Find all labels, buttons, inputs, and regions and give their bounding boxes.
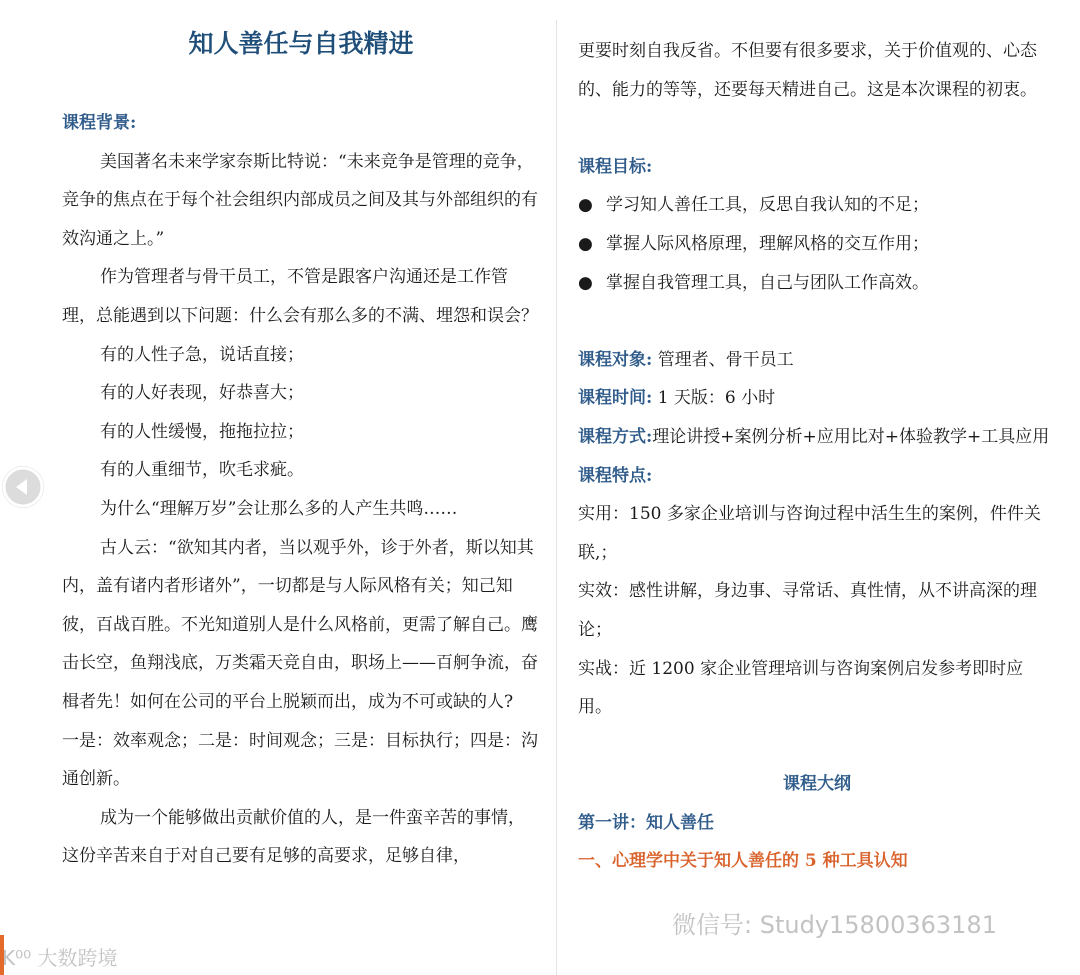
audience-value: 管理者、骨干员工 [657,349,794,370]
continued-paragraph: 更要时刻自我反省。不但要有很多要求，关于价值观的、心态的、能力的等等，还要每天精进自己。这是本次课程的初衷。 [578,41,1037,100]
goal-item [578,264,1056,303]
watermark-left: K⁰⁰ 大数跨境 [2,946,118,970]
paragraph-6: 成为一个能够做出贡献价值的人，是一件蛮辛苦的事情，这份辛苦来自于对自己要有足够的高要求，足够自律， [62,807,525,867]
outline-heading: 课程大纲 [783,774,851,795]
right-column [578,32,1056,881]
paragraph-5: 一是：效率观念；二是：时间观念；三是：目标执行；四是：沟通创新。 [62,730,538,790]
trait-line-4: 有的人重细节，吹毛求疵。 [100,460,304,481]
feature-3: 实战：近 1200 家企业管理培训与咨询案例启发参考即时应用。 [578,658,1024,718]
feature-1: 实用：150 多家企业培训与咨询过程中活生生的案例，件件关联,； [578,504,1041,563]
paragraph-4: 古人云：“欲知其内者，当以观乎外，诊于外者，斯以知其内，盖有诸内者形诸外”，一切都是与人际风格有关；知己知彼，百战百胜。不光知道别人是什么风格前，更需了解自己。鹰击长空，鱼翔浅底，万类霜天竞自由，职场上——百舸争流，奋楫者先！如何在公司的平台上脱颖而出，成为不可或缺的人? [62,537,538,712]
time-value: 1 天版：6 小时 [657,388,776,409]
goal-item [578,186,1056,225]
features-heading: 课程特点: [578,465,653,486]
bullet-icon: ● [578,272,593,293]
document-title: 知人善任与自我精进 [188,29,414,58]
feature-2: 实效：感性讲解，身边事、寻常话、真性情，从不讲高深的理论； [578,581,1037,640]
time-label: 课程时间: [578,388,653,409]
trait-line-2: 有的人好表现，好恭喜大； [100,383,304,404]
goals-heading: 课程目标: [578,156,653,177]
background-heading: 课程背景: [62,113,137,133]
method-value: 理论讲授+案例分析+应用比对+体验教学+工具应用 [652,426,1050,447]
audience-line [578,341,1056,380]
lecture-1-heading: 第一讲：知人善任 [578,812,714,833]
paragraph-3: 为什么“理解万岁”会让那么多的人产生共鸣…… [100,498,458,519]
paragraph-1: 美国著名未来学家奈斯比特说：“未来竞争是管理的竞争，竞争的焦点在于每个社会组织内部成员之间及其与外部组织的有效沟通之上。” [62,151,538,249]
bullet-icon: ● [578,233,593,254]
goal-item [578,225,1056,264]
audience-label: 课程对象: [578,349,653,370]
left-column [62,24,540,876]
goal-text: 掌握人际风格原理，理解风格的交互作用； [606,233,929,254]
trait-line-3: 有的人性缓慢，拖拖拉拉； [100,421,304,442]
method-label: 课程方式: [578,426,653,447]
prev-page-button[interactable] [2,466,44,508]
watermark-right: 微信号: Study15800363181 [672,911,997,939]
goal-text: 学习知人善任工具，反思自我认知的不足； [606,195,929,216]
method-line [578,418,1056,457]
time-line [578,379,1056,418]
chevron-left-icon [2,466,44,508]
column-divider [556,20,557,975]
goal-text: 掌握自我管理工具，自己与团队工作高效。 [606,272,929,293]
trait-line-1: 有的人性子急，说话直接； [100,344,304,365]
paragraph-2: 作为管理者与骨干员工，不管是跟客户沟通还是工作管理，总能遇到以下问题：什么会有那么多的不满、埋怨和误会？ [62,267,538,326]
section-1-heading: 一、心理学中关于知人善任的 5 种工具认知 [578,851,908,872]
bullet-icon: ● [578,195,593,216]
